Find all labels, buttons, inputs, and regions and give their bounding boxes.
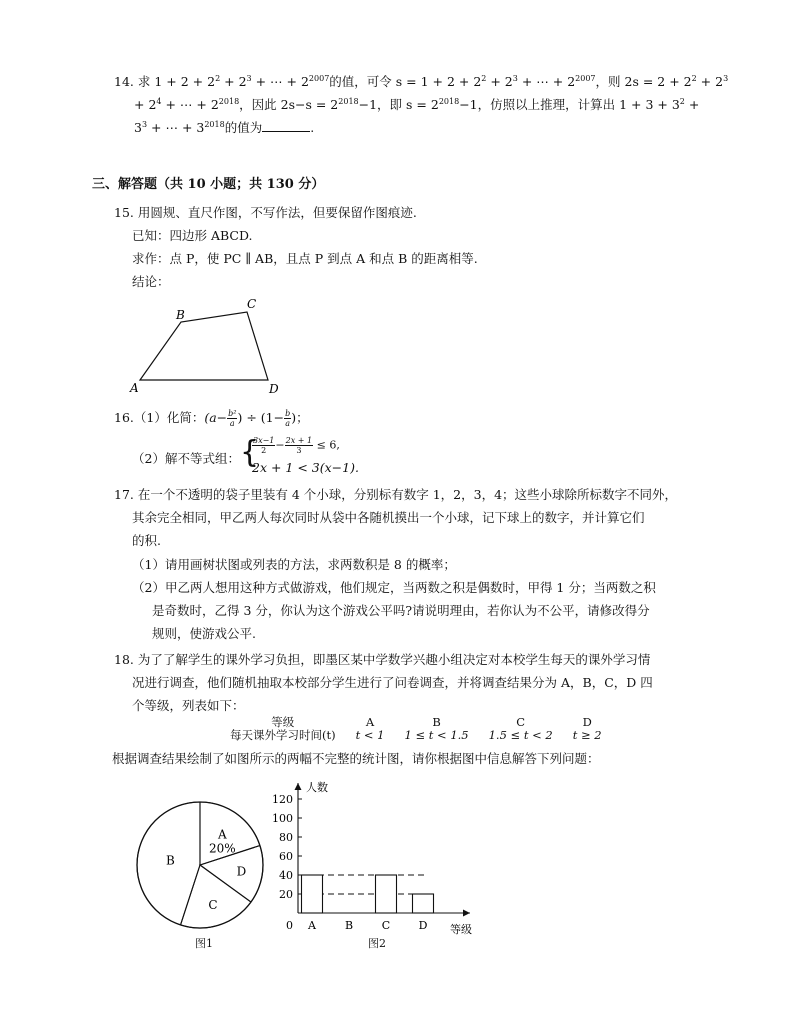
x-tick-label-a: A <box>308 919 316 932</box>
vertex-b-label: B <box>176 308 185 322</box>
q17-line-1: 17. 在一个不透明的袋子里装有 4 个小球，分别标有数字 1，2，3，4；这些小球除所标数字不同外， <box>114 487 678 502</box>
y-tick-label-100: 100 <box>272 812 293 825</box>
quadrilateral-abcd <box>140 312 268 380</box>
q17-line-3: 的积. <box>132 533 161 548</box>
x-axis-title: 等级 <box>450 923 472 936</box>
figure-2-caption: 图2 <box>368 937 386 950</box>
x-axis-arrow <box>463 910 470 917</box>
q14-line-3: $3^3$ + ⋯ + $3^{2018}$的值为 . <box>134 120 315 135</box>
origin-label: 0 <box>286 919 293 932</box>
fraction-b-over-a: $\frac{b}{a}$ <box>285 409 291 428</box>
q18-line-2: 况进行调查，他们随机抽取本校部分学生进行了问卷调查，并将调查结果分为 A，B，C，D 四 <box>132 675 653 690</box>
x-tick-label-d: D <box>418 919 428 932</box>
quadrilateral-figure <box>120 292 290 398</box>
level-table-row: 每天课外学习时间(t) t < 1 1 ≤ t < 1.5 1.5 ≤ t < 2 t ≥ 2 <box>230 728 602 742</box>
fraction-b2-over-a: $\frac{\text{b²}}{a}$ <box>228 409 237 428</box>
pie-annotation-a-percent: 20% <box>208 841 236 856</box>
q17-part-1: （1）请用画树状图或列表的方法，求两数积是 8 的概率； <box>132 557 456 572</box>
pie-label-b: B <box>165 853 175 868</box>
inequality-1: $\frac{3x-1}{2}$ − $\frac{2x + 1}{3}$ ≤ 6, <box>253 436 340 455</box>
bar-chart <box>260 780 490 940</box>
vertex-c-label: C <box>247 297 257 311</box>
vertex-a-label: A <box>130 381 139 395</box>
x-tick-label-b: B <box>344 919 354 932</box>
y-axis-arrow <box>295 783 302 790</box>
q16-part-2-label: （2）解不等式组： <box>132 451 240 466</box>
answer-blank <box>262 120 310 132</box>
q15-line-2: 已知：四边形 ABCD. <box>132 228 253 243</box>
q15-line-1: 15. 用圆规、直尺作图，不写作法，但要保留作图痕迹. <box>114 205 417 220</box>
q17-part-2-line-2: 是奇数时，乙得 3 分，你认为这个游戏公平吗?请说明理由，若你认为不公平，请修改得分 <box>152 603 650 618</box>
q14-line-1: 14. 求 $1 + 2 + 2^2 + 2^3$ + ⋯ + $2^{2007}$的值，可令 $s = 1 + 2 + 2^2 + 2^3$ + ⋯ + $2^{2007}$，则 $2s = 2 + 2^2 + 2^3$ <box>114 74 729 89</box>
y-tick-label-120: 120 <box>272 793 293 806</box>
pie-label-a: A <box>217 827 227 842</box>
q15-line-3: 求作：点 P，使 PC ∥ AB，且点 P 到点 A 和点 B 的距离相等. <box>132 251 478 266</box>
inequality-2: 2x + 1 < 3(x−1). <box>252 460 359 475</box>
figure-1-caption: 图1 <box>195 937 213 950</box>
level-table-header: 等级 A B C D <box>271 715 592 729</box>
pie-chart <box>130 795 280 935</box>
q17-part-2-line-3: 规则，使游戏公平. <box>152 626 256 641</box>
bar-d <box>413 894 434 913</box>
system-brace: { <box>240 435 260 470</box>
bar-a <box>302 875 323 913</box>
y-tick-label-40: 40 <box>279 869 293 882</box>
y-tick-label-80: 80 <box>279 831 293 844</box>
y-tick-label-20: 20 <box>279 888 293 901</box>
q17-line-2: 其余完全相同，甲乙两人每次同时从袋中各随机摸出一个小球，记下球上的数字，并计算它们 <box>132 510 645 525</box>
q18-line-4: 根据调查结果绘制了如图所示的两幅不完整的统计图，请你根据图中信息解答下列问题： <box>112 751 600 766</box>
q18-line-1: 18. 为了了解学生的课外学习负担，即墨区某中学数学兴趣小组决定对本校学生每天的课外学习情 <box>114 652 651 667</box>
q17-part-2-line-1: （2）甲乙两人想用这种方式做游戏，他们规定，当两数之积是偶数时，甲得 1 分；当两数之积 <box>132 580 656 595</box>
level-table <box>220 716 612 742</box>
y-axis-title: 人数 <box>306 781 328 794</box>
q15-line-4: 结论： <box>132 274 170 289</box>
pie-label-d: D <box>236 864 247 879</box>
q14-line-2: + $2^4$ + ⋯ + $2^{2018}$，因此 $2s-s = 2^{2018}-1$，即 $s = 2^{2018}-1$，仿照以上推理，计算出 $1 + 3 + 3^2$ + <box>134 97 700 112</box>
x-tick-label-c: C <box>381 919 391 932</box>
vertex-d-label: D <box>269 382 279 396</box>
pie-label-c: C <box>208 897 218 912</box>
section-heading: 三、解答题（共 10 小题；共 130 分） <box>92 177 325 192</box>
y-tick-label-60: 60 <box>279 850 293 863</box>
q18-line-3: 个等级，列表如下： <box>132 698 245 713</box>
bar-c <box>376 875 397 913</box>
q16-part-1: 16.（1）化简：(a− $\frac{\text{b²}}{a}$ ) ÷ (1− $\frac{b}{a}$ )； <box>114 409 309 428</box>
